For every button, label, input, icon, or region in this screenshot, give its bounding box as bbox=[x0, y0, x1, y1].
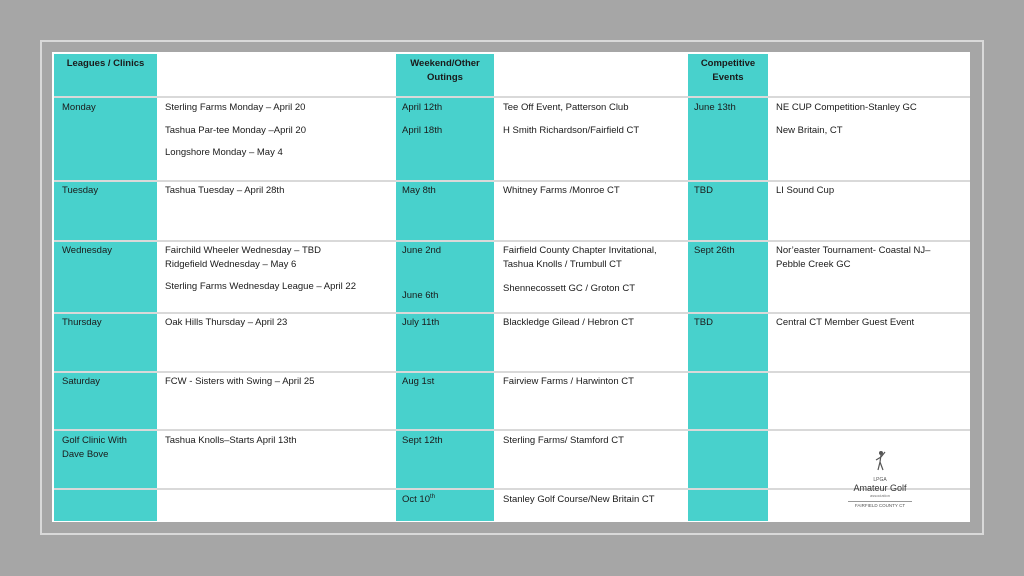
clinic-label-line1: Golf Clinic With bbox=[62, 435, 127, 446]
competitive-event: Pebble Creek GC bbox=[776, 259, 851, 270]
day-tuesday: Tuesday bbox=[62, 185, 99, 196]
outing-event: Fairfield County Chapter Invitational, bbox=[503, 245, 657, 256]
competitive-header-line1: Competitive bbox=[700, 58, 756, 69]
outing-event: Sterling Farms/ Stamford CT bbox=[503, 435, 624, 446]
outing-event: Shennecossett GC / Groton CT bbox=[503, 283, 636, 294]
league-item: Fairchild Wheeler Wednesday – TBD bbox=[165, 245, 321, 256]
competitive-date: June 13th bbox=[694, 102, 736, 113]
day-thursday: Thursday bbox=[62, 317, 102, 328]
outing-date: April 18th bbox=[402, 125, 443, 136]
league-item: Ridgefield Wednesday – May 6 bbox=[165, 259, 297, 270]
row-divider bbox=[54, 240, 970, 242]
league-item: Sterling Farms Wednesday League – April 22 bbox=[165, 281, 356, 292]
outing-event: Fairview Farms / Harwinton CT bbox=[503, 376, 634, 387]
league-item: Longshore Monday – May 4 bbox=[165, 147, 283, 158]
league-item: Tashua Par-tee Monday –April 20 bbox=[165, 125, 306, 136]
day-saturday: Saturday bbox=[62, 376, 101, 387]
logo-line1: LPGA bbox=[873, 477, 887, 483]
lpga-logo bbox=[848, 450, 912, 510]
row-divider bbox=[54, 180, 970, 182]
outings-header-line1: Weekend/Other bbox=[410, 58, 480, 69]
day-wednesday: Wednesday bbox=[62, 245, 112, 256]
outing-date: May 8th bbox=[402, 185, 436, 196]
outing-date: April 12th bbox=[402, 102, 443, 113]
outing-event: Stanley Golf Course/New Britain CT bbox=[503, 494, 655, 505]
league-item: Oak Hills Thursday – April 23 bbox=[165, 317, 288, 328]
league-item: Tashua Tuesday – April 28th bbox=[165, 185, 285, 196]
outing-event: Tashua Knolls / Trumbull CT bbox=[503, 259, 622, 270]
league-item: FCW - Sisters with Swing – April 25 bbox=[165, 376, 315, 387]
outing-date: July 11th bbox=[402, 317, 440, 328]
competitive-event: LI Sound Cup bbox=[776, 185, 835, 196]
logo-line2: Amateur Golf bbox=[853, 483, 907, 493]
outing-event: Tee Off Event, Patterson Club bbox=[503, 102, 629, 113]
row-divider bbox=[54, 96, 970, 98]
competitive-date: TBD bbox=[694, 185, 713, 196]
golfer-icon bbox=[873, 450, 887, 472]
clinic-label-line2: Dave Bove bbox=[62, 449, 109, 460]
logo-line4: FAIRFIELD COUNTY CT bbox=[848, 501, 912, 508]
row-divider bbox=[54, 488, 970, 490]
competitive-event: New Britain, CT bbox=[776, 125, 843, 136]
outing-event: Whitney Farms /Monroe CT bbox=[503, 185, 620, 196]
outing-date: June 2nd bbox=[402, 245, 442, 256]
competitive-header-line2: Events bbox=[712, 72, 744, 83]
outing-event: H Smith Richardson/Fairfield CT bbox=[503, 125, 640, 136]
competitive-event: NE CUP Competition-Stanley GC bbox=[776, 102, 917, 113]
outing-date bbox=[402, 493, 435, 507]
league-item: Tashua Knolls–Starts April 13th bbox=[165, 435, 297, 446]
competitive-column-bg bbox=[688, 54, 768, 521]
competitive-event: Nor’easter Tournament- Coastal NJ– bbox=[776, 245, 931, 256]
row-divider bbox=[54, 371, 970, 373]
outing-date: Aug 1st bbox=[402, 376, 435, 387]
outing-date: Sept 12th bbox=[402, 435, 443, 446]
competitive-date: Sept 26th bbox=[694, 245, 735, 256]
day-monday: Monday bbox=[62, 102, 96, 113]
outings-header-line2: Outings bbox=[427, 72, 463, 83]
league-item: Sterling Farms Monday – April 20 bbox=[165, 102, 306, 113]
competitive-event: Central CT Member Guest Event bbox=[776, 317, 915, 328]
leagues-header: Leagues / Clinics bbox=[66, 58, 145, 69]
outing-date: June 6th bbox=[402, 290, 439, 301]
logo-line3: association bbox=[869, 493, 890, 498]
row-divider bbox=[54, 312, 970, 314]
outing-date-suffix: th bbox=[430, 493, 436, 500]
row-divider bbox=[54, 429, 970, 431]
outing-date-main: Oct 10 bbox=[402, 494, 430, 505]
competitive-date: TBD bbox=[694, 317, 713, 328]
outing-event: Blackledge Gilead / Hebron CT bbox=[503, 317, 634, 328]
